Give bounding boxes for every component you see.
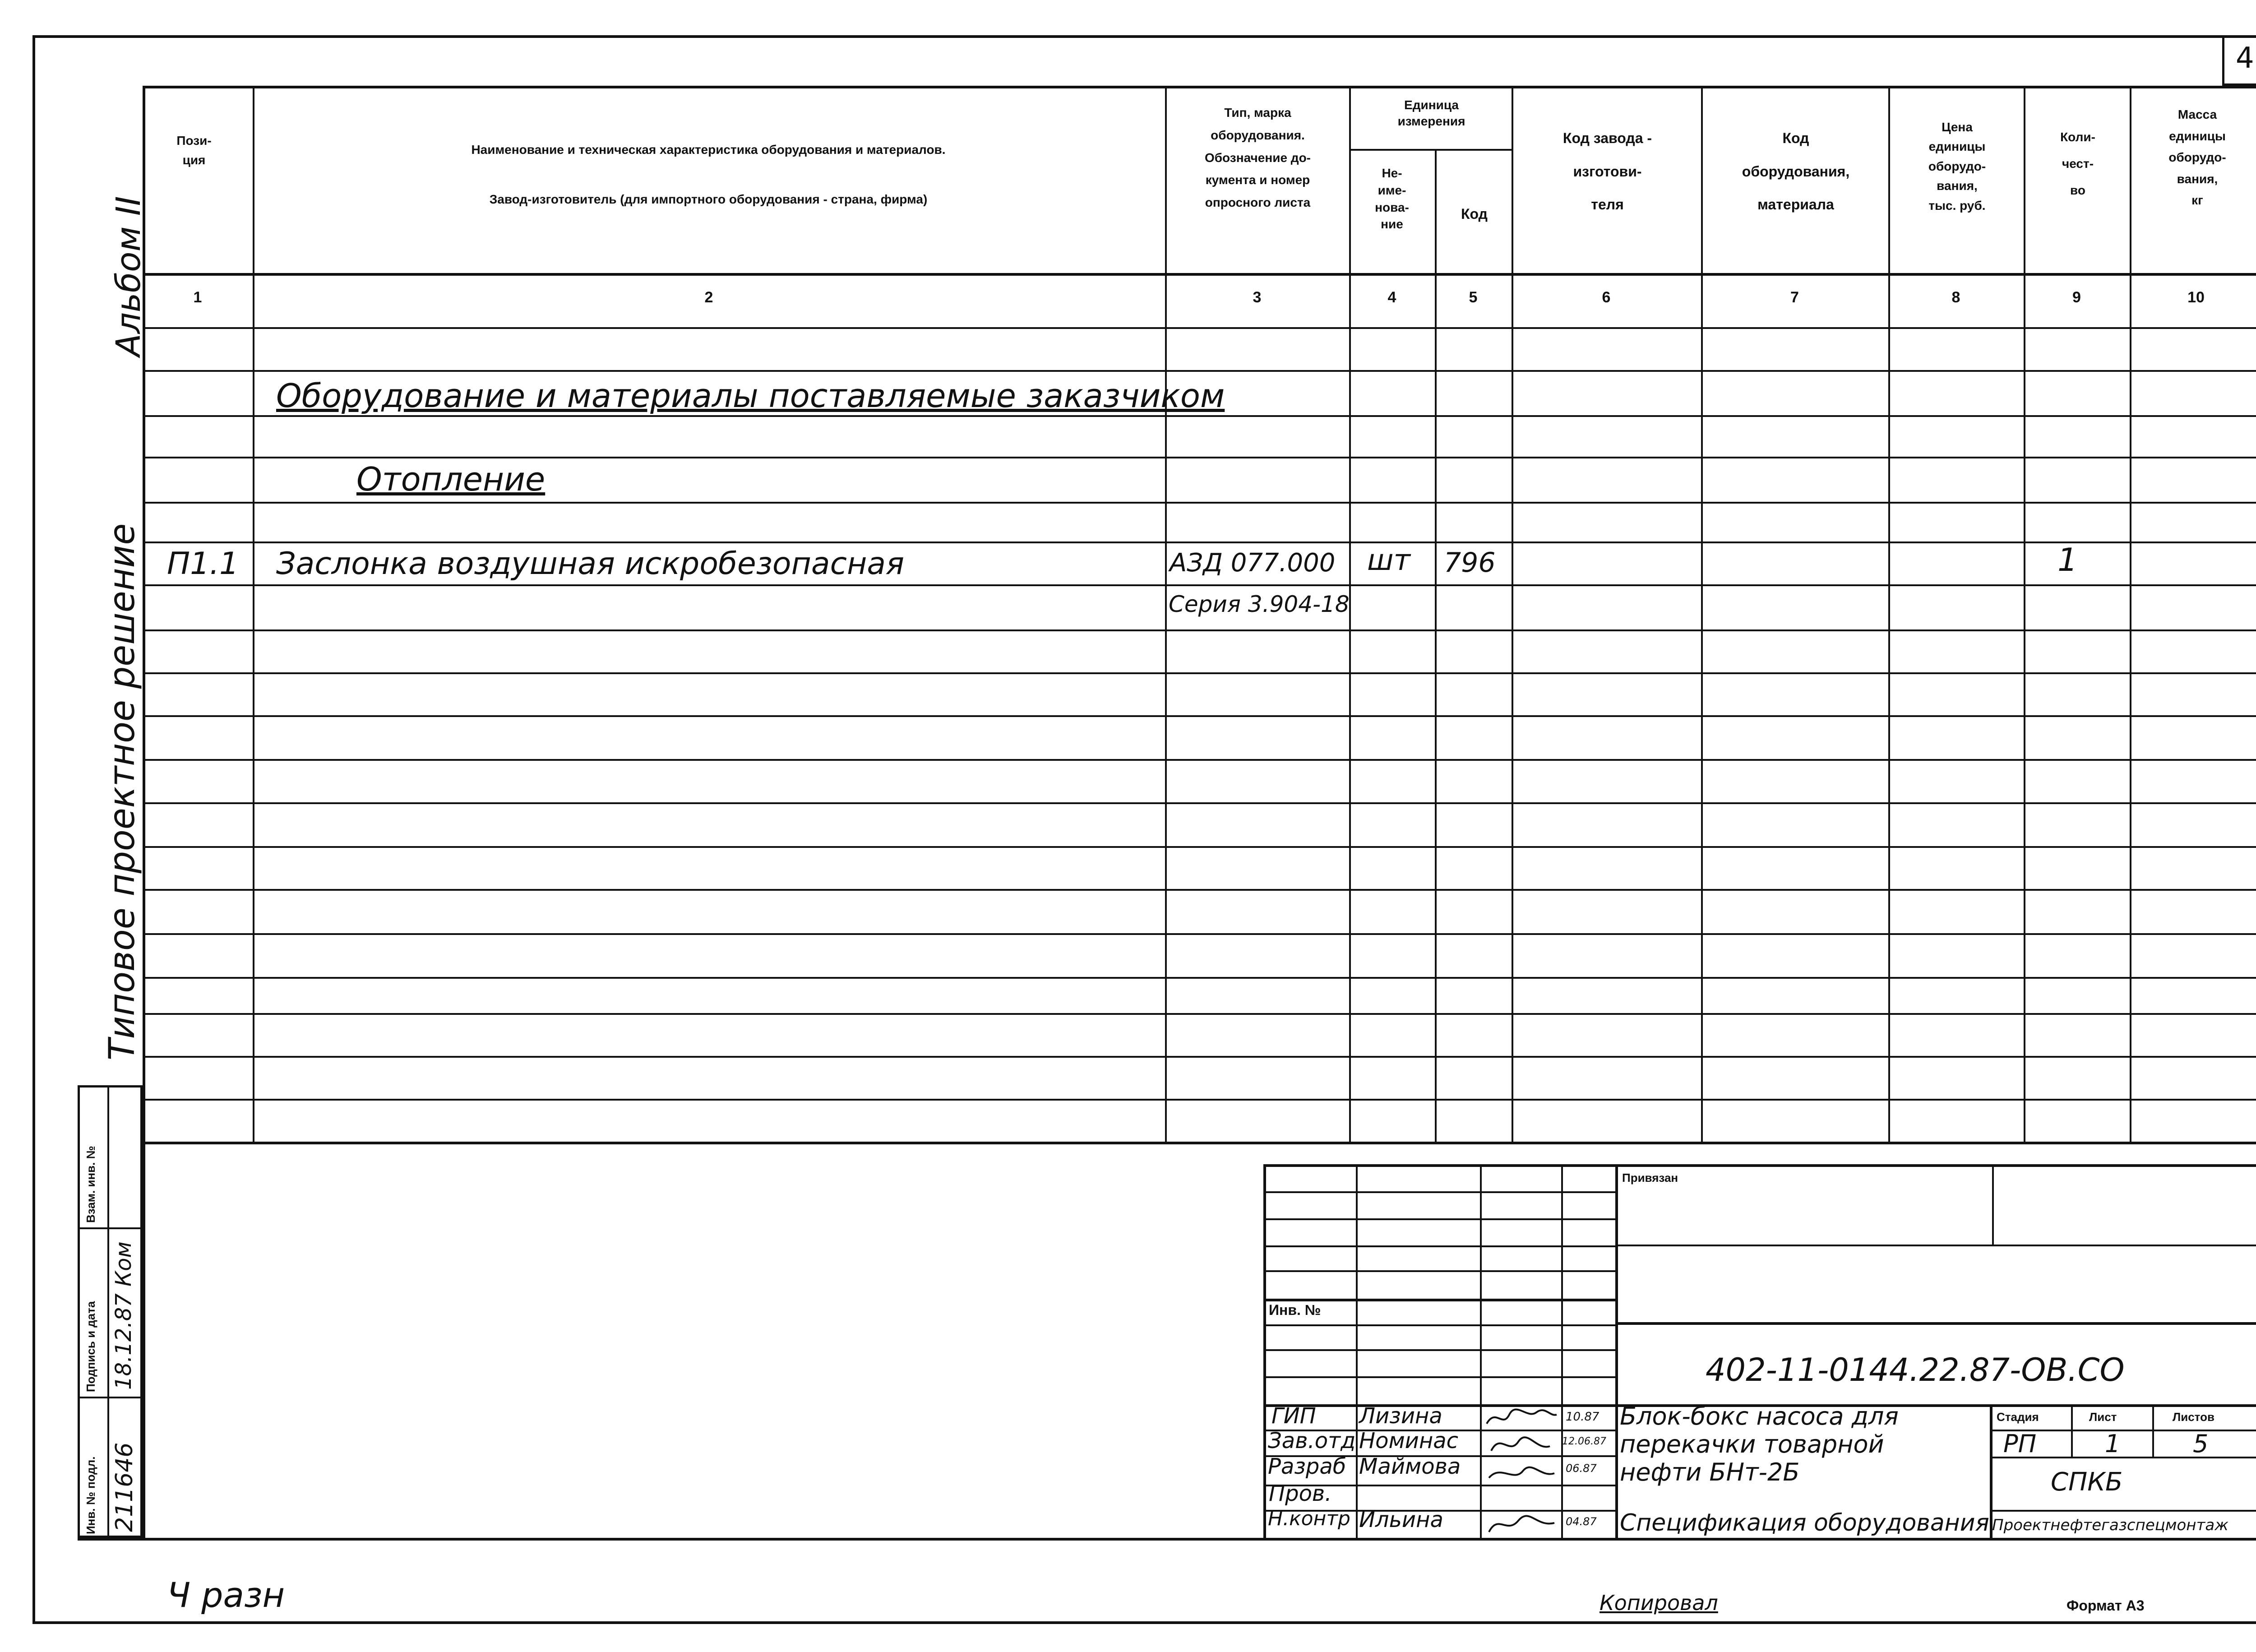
- tb-col: [1992, 1164, 1994, 1245]
- tb-row: [1263, 1324, 1615, 1326]
- side-stamp-divider: [107, 1085, 109, 1538]
- signature-2: [1491, 1437, 1550, 1451]
- col-line: [1165, 86, 1167, 1142]
- left-note: Ч разн: [167, 1575, 285, 1615]
- sheets-value: 5: [2193, 1430, 2209, 1458]
- row-line: [143, 1099, 2256, 1101]
- copied-label: Копировал: [1600, 1591, 1718, 1615]
- header-maker-code: Код завода - изготови- теля: [1563, 130, 1652, 213]
- series-label: Типовое проектное решение: [102, 523, 143, 1060]
- tb-col: [1480, 1164, 1482, 1538]
- col-line: [2130, 86, 2131, 1142]
- side-stamp-line: [78, 1397, 143, 1398]
- col-number: 3: [1253, 289, 1262, 306]
- signatures: [1482, 1406, 1561, 1536]
- header-unit-name: Не- име- нова- ние: [1375, 166, 1409, 231]
- tb-row: [1263, 1376, 1615, 1378]
- col-line: [1888, 86, 1890, 1142]
- col-line: [1701, 86, 1703, 1142]
- staff-name: Номинас: [1359, 1428, 1459, 1453]
- header-bottom: [143, 273, 2256, 276]
- format-label: Формат А3: [2066, 1597, 2145, 1614]
- row-line: [143, 370, 2256, 372]
- stamp-label-replace-inv: Взам. инв. №: [84, 1146, 97, 1223]
- header-position: Пози- ция: [176, 134, 212, 167]
- col-number: 8: [1951, 289, 1960, 306]
- tb-row: [1615, 1245, 2256, 1246]
- staff-role: Зав.отд: [1268, 1428, 1356, 1453]
- row-line: [143, 584, 2256, 586]
- col-number: 2: [704, 289, 713, 306]
- row-line: [143, 933, 2256, 935]
- tb-col: [2071, 1404, 2073, 1457]
- tb-row: [1615, 1322, 2256, 1325]
- frame-bottom: [78, 1538, 2256, 1541]
- staff-date: 04.87: [1566, 1515, 1597, 1528]
- row-line: [143, 1056, 2256, 1058]
- header-unit: Единица измерения: [1397, 98, 1465, 129]
- staff-role: Разраб: [1268, 1454, 1346, 1479]
- sign-date-handwritten: 18.12.87 Ком: [111, 1241, 136, 1390]
- item-type: АЗД 077.000: [1170, 548, 1336, 578]
- col-line: [253, 86, 254, 1142]
- col-number: 7: [1790, 289, 1799, 306]
- row-line: [143, 802, 2256, 804]
- tb-left: [1263, 1164, 1266, 1538]
- section-title: Оборудование и материалы поставляемые заказчиком: [276, 377, 1225, 415]
- stage-label: Стадия: [1997, 1410, 2039, 1424]
- signature-4: [1489, 1516, 1554, 1532]
- tb-row: [1263, 1270, 1615, 1272]
- sheet-value: 1: [2105, 1430, 2121, 1458]
- sheets-label: Листов: [2173, 1410, 2214, 1424]
- tb-row: [1263, 1349, 1615, 1351]
- sheet-number: 4: [2236, 42, 2254, 75]
- org-full: Проектнефтегазспецмонтаж: [1992, 1516, 2228, 1534]
- doc-code: 402-11-0144.22.87-ОВ.СО: [1706, 1351, 2125, 1388]
- signature-1: [1487, 1410, 1557, 1424]
- tb-row: [1263, 1245, 1615, 1247]
- project-title: Блок-бокс насоса для перекачки товарной нефти БНт-2Б: [1620, 1402, 1899, 1487]
- inv-no-label: Инв. №: [1269, 1302, 1321, 1318]
- item-code: 796: [1444, 547, 1496, 578]
- tb-col: [2152, 1404, 2154, 1457]
- row-line: [143, 759, 2256, 761]
- tb-row: [1263, 1299, 1615, 1301]
- row-line: [143, 977, 2256, 979]
- album-label: Альбом II: [109, 196, 148, 356]
- item-position: П1.1: [167, 546, 239, 582]
- staff-role: Н.контр: [1268, 1507, 1350, 1530]
- col-line: [1512, 86, 1513, 1142]
- tb-row: [1263, 1191, 1615, 1193]
- row-line: [143, 715, 2256, 717]
- col-number: 6: [1602, 289, 1611, 306]
- tb-col: [1356, 1164, 1358, 1538]
- unit-header-line: [1349, 149, 1512, 151]
- side-stamp-line: [78, 1227, 143, 1229]
- col-number: 1: [193, 289, 202, 306]
- header-type: Тип, марка оборудования. Обозначение до- кумента и номер опросного листа: [1204, 106, 1311, 210]
- tb-col: [1561, 1164, 1563, 1538]
- stamp-label-sign-date: Подпись и дата: [84, 1301, 97, 1392]
- header-price: Цена единицы оборудо- вания, тыс. руб.: [1928, 120, 1986, 213]
- row-line: [143, 457, 2256, 458]
- header-name-a: Наименование и техническая характеристика оборудования и материалов.: [471, 143, 946, 157]
- row-line: [143, 415, 2256, 417]
- row-line: [143, 629, 2256, 631]
- header-mass: Масса единицы оборудо- вания, кг: [2168, 107, 2226, 208]
- staff-name: Ильина: [1359, 1507, 1443, 1532]
- staff-role: Пров.: [1269, 1481, 1332, 1506]
- col-line: [2024, 86, 2025, 1142]
- row-line: [143, 327, 2256, 329]
- col-number: 9: [2072, 289, 2081, 306]
- col-number: 4: [1387, 289, 1396, 306]
- col-number: 10: [2187, 289, 2205, 306]
- tb-top: [1263, 1164, 2256, 1167]
- staff-name: Маймова: [1359, 1454, 1461, 1479]
- sheet-label: Лист: [2089, 1410, 2117, 1424]
- table-bottom: [143, 1142, 2256, 1144]
- staff-name: Лизина: [1359, 1403, 1442, 1429]
- col-number: 5: [1469, 289, 1478, 306]
- staff-role: ГИП: [1271, 1403, 1316, 1429]
- header-unit-code: Код: [1461, 206, 1488, 222]
- signature-3: [1489, 1467, 1554, 1478]
- item-name: Заслонка воздушная искробезопасная: [276, 546, 905, 582]
- staff-date: 10.87: [1566, 1410, 1600, 1424]
- header-name-b: Завод-изготовитель (для импортного оборудования - страна, фирма): [489, 192, 928, 206]
- row-line: [143, 502, 2256, 504]
- item-unit: шт: [1367, 544, 1410, 577]
- item-type-series: Серия 3.904-18: [1169, 591, 1350, 617]
- tb-row: [1990, 1510, 2256, 1512]
- item-qty: 1: [2057, 541, 2078, 578]
- tb-row: [1263, 1218, 1615, 1220]
- tb-col: [1615, 1164, 1618, 1538]
- stamp-label-inv-podl: Инв. № подл.: [84, 1456, 97, 1534]
- privyazan-label: Привязан: [1622, 1171, 1678, 1185]
- row-line: [143, 541, 2256, 543]
- org-short: СПКБ: [2051, 1467, 2123, 1497]
- doc-title: Спецификация оборудования: [1620, 1509, 1989, 1536]
- row-line: [143, 672, 2256, 674]
- subsection-title: Отопление: [356, 460, 546, 498]
- row-line: [143, 889, 2256, 891]
- header-equip-code: Код оборудования, материала: [1742, 130, 1850, 213]
- row-line: [143, 1013, 2256, 1015]
- row-line: [143, 846, 2256, 848]
- header-qty: Коли- чест- во: [2060, 130, 2095, 197]
- stage-value: РП: [2003, 1430, 2037, 1458]
- inv-handwritten: 211646: [111, 1442, 138, 1532]
- staff-date: 06.87: [1566, 1462, 1597, 1475]
- staff-date: 12.06.87: [1562, 1436, 1606, 1447]
- table-top: [143, 86, 2256, 88]
